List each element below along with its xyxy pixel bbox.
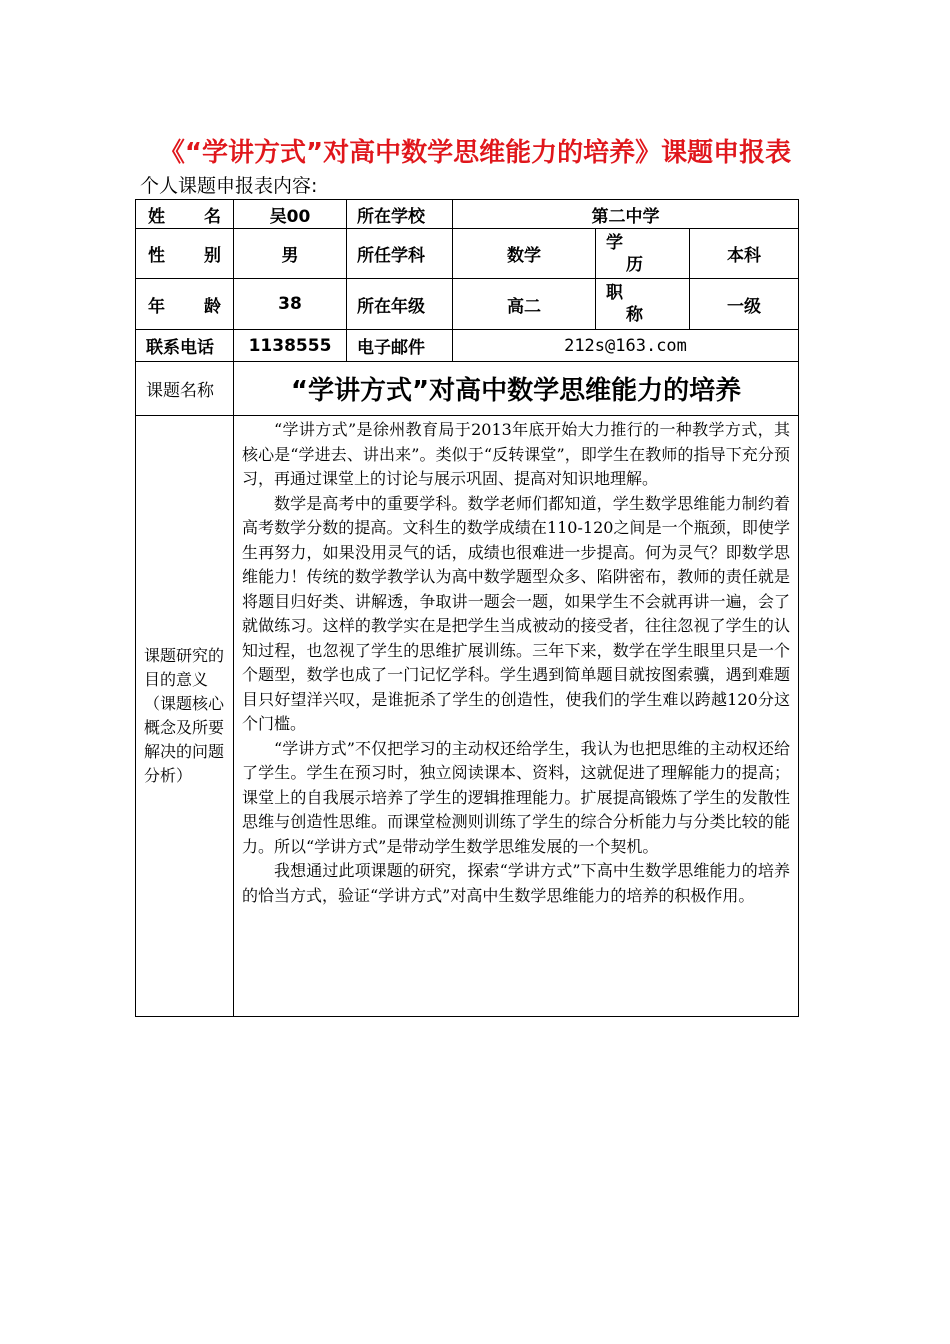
row-gender: [136, 229, 799, 279]
paragraph-1: “学讲方式”是徐州教育局于2013年底开始大力推行的一种教学方式，其核心是“学进去、讲出来”。类似于“反转课堂”，即学生在教师的指导下充分预习，再通过课堂上的讨论与展示巩固、提高对知识地理解。: [242, 420, 790, 488]
paragraph-4: 我想通过此项课题的研究，探索“学讲方式”下高中生数学思维能力的培养的恰当方式，验证“学讲方式”对高中生数学思维能力的培养的积极作用。: [242, 861, 790, 905]
paragraph-2: 数学是高考中的重要学科。数学老师们都知道，学生数学思维能力制约着高考数学分数的提高。文科生的数学成绩在110-120之间是一个瓶颈，即使学生再努力，如果没用灵气的话，成绩也很难进一步提高。何为灵气？即数学思维能力！传统的数学教学认为高中数学题型众多、陷阱密布，教师的责任就是将题目归好类、讲解透，争取讲一题会一题，如果学生不会就再讲一遍，会了就做练习。这样的教学实在是把学生当成被动的接受者，往往忽视了学生的认知过程，也忽视了学生的思维扩展训练。三年下来，数学在学生眼里只是一个个题型，数学也成了一门记忆学科。学生遇到简单题目就按图索骥，遇到难题目只好望洋兴叹，是谁扼杀了学生的创造性，使我们的学生难以跨越120分这个门槛。: [242, 493, 790, 733]
name-value: 吴00: [234, 200, 347, 229]
purpose-content: [234, 416, 799, 1017]
section-heading: 个人课题申报表内容:: [140, 175, 318, 197]
paragraph-3: “学讲方式”不仅把学习的主动权还给学生，我认为也把思维的主动权还给了学生。学生在预习时，独立阅读课本、资料，这就促进了理解能力的提高；课堂上的自我展示培养了学生的逻辑推理能力。扩展提高锻炼了学生的发散性思维与创造性思维。而课堂检测则训练了学生的综合分析能力与分类比较的能力。所以“学讲方式”是带动学生数学思维发展的一个契机。: [242, 738, 790, 856]
row-phone: [136, 330, 799, 362]
age-value: 38: [234, 279, 347, 330]
topic-label: 课题名称: [136, 362, 234, 416]
age-label: 年 龄: [136, 279, 234, 330]
gender-value: 男: [234, 229, 347, 279]
name-label: 姓 名: [136, 200, 234, 229]
email-label: 电子邮件: [347, 330, 453, 362]
school-value: 第二中学: [453, 200, 799, 229]
education-value: 本科: [690, 229, 799, 279]
grade-label: 所在年级: [347, 279, 453, 330]
phone-value: 1138555: [234, 330, 347, 362]
row-purpose: [136, 416, 799, 1017]
row-name: [136, 200, 799, 229]
gender-label: 性 别: [136, 229, 234, 279]
education-label: 学 历: [596, 229, 690, 279]
topic-value: “学讲方式”对高中数学思维能力的培养: [234, 362, 799, 416]
phone-label: 联系电话: [136, 330, 234, 362]
school-label: 所在学校: [347, 200, 453, 229]
document-title: 《“学讲方式”对高中数学思维能力的培养》课题申报表: [158, 138, 792, 168]
row-age: [136, 279, 799, 330]
subject-label: 所任学科: [347, 229, 453, 279]
job-title-label: 职 称: [596, 279, 690, 330]
grade-value: 高二: [453, 279, 596, 330]
purpose-label: 课题研究的目的意义（课题核心概念及所要解决的问题分析）: [136, 416, 234, 1017]
application-form-table: [135, 199, 799, 1017]
row-topic: [136, 362, 799, 416]
job-title-value: 一级: [690, 279, 799, 330]
email-value: 212s@163.com: [453, 330, 799, 362]
subject-value: 数学: [453, 229, 596, 279]
